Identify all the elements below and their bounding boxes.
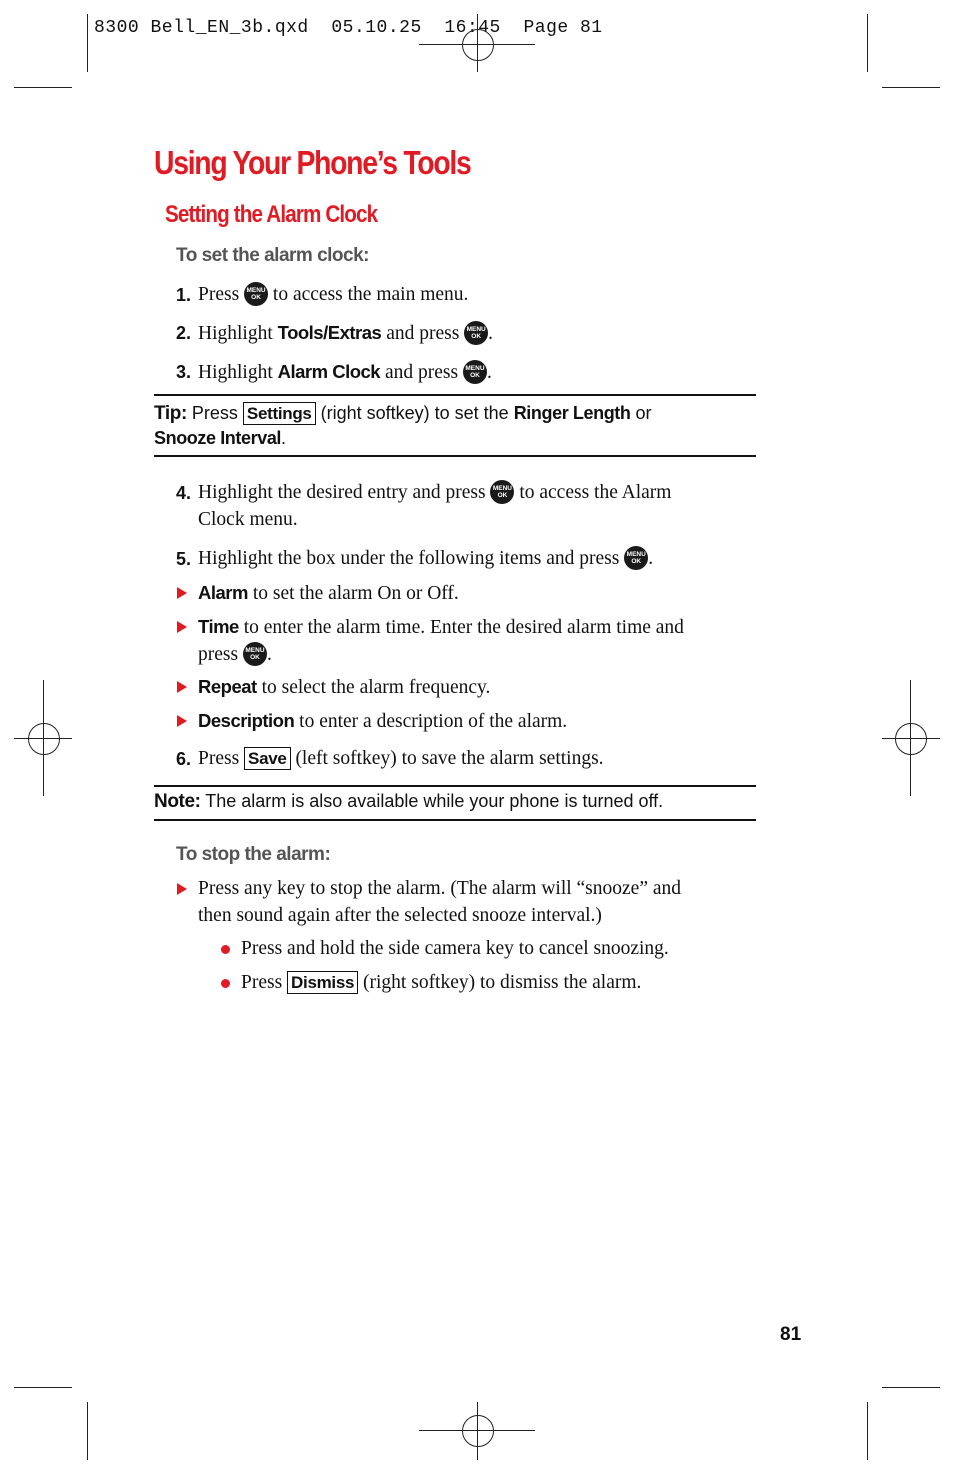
menu-ok-icon: MENU OK xyxy=(490,480,514,504)
note-top-rule xyxy=(154,785,756,787)
set-alarm-heading: To set the alarm clock: xyxy=(176,245,369,266)
bullet-arrow-icon xyxy=(177,621,187,633)
bullet-description: Description to enter a description of the alarm. xyxy=(198,710,568,732)
step-4: Highlight the desired entry and press MENU OK to access the Alarm Clock menu. xyxy=(198,479,671,533)
bullet-time: Time to enter the alarm time. Enter the desired alarm time and press MENU OK . xyxy=(198,616,684,665)
step-3: Highlight Alarm Clock and press MENU OK . xyxy=(198,361,492,383)
bullet-repeat: Repeat to select the alarm frequency. xyxy=(198,676,491,698)
bullet-arrow-icon xyxy=(177,681,187,693)
step-number: 4. xyxy=(176,483,192,503)
step-number: 2. xyxy=(176,323,192,343)
settings-softkey-label: Settings xyxy=(243,402,316,425)
step-number: 3. xyxy=(176,362,192,382)
menu-ok-icon: MENU OK xyxy=(464,321,488,345)
bullet-alarm: Alarm to set the alarm On or Off. xyxy=(198,582,459,604)
step-1: Press MENU OK to access the main menu. xyxy=(198,281,468,308)
menu-ok-icon: MENU OK xyxy=(243,642,267,666)
stop-bullet: Press any key to stop the alarm. (The alarm will “snooze” and then sound again after the selected snooze interval.) xyxy=(198,878,682,926)
menu-ok-icon: MENU OK xyxy=(244,282,268,306)
step-number: 5. xyxy=(176,549,192,569)
note-bottom-rule xyxy=(154,819,756,821)
bullet-arrow-icon xyxy=(177,715,187,727)
step-number: 6. xyxy=(176,749,192,769)
printer-slug: 8300 Bell_EN_3b.qxd 05.10.25 16:45 Page 81 xyxy=(94,18,603,38)
step-2: Highlight Tools/Extras and press MENU OK . xyxy=(198,322,494,344)
stop-sub-bullet-dismiss: Press Dismiss (right softkey) to dismiss the alarm. xyxy=(241,972,642,993)
step-number: 1. xyxy=(176,285,192,305)
stop-alarm-heading: To stop the alarm: xyxy=(176,844,331,865)
tip-bottom-rule xyxy=(154,455,756,457)
section-heading: Setting the Alarm Clock xyxy=(165,201,378,228)
menu-ok-icon: MENU OK xyxy=(624,546,648,570)
step-6: Press Save (left softkey) to save the alarm settings. xyxy=(198,748,604,769)
dismiss-softkey-label: Dismiss xyxy=(287,971,358,994)
page-title: Using Your Phone’s Tools xyxy=(154,144,471,181)
step-5: Highlight the box under the following items and press MENU OK . xyxy=(198,545,653,572)
bullet-arrow-icon xyxy=(177,587,187,599)
bullet-arrow-icon xyxy=(177,883,187,895)
bullet-dot-icon xyxy=(221,979,230,988)
menu-ok-icon: MENU OK xyxy=(463,360,487,384)
tip-top-rule xyxy=(154,394,756,396)
bullet-dot-icon xyxy=(221,945,230,954)
save-softkey-label: Save xyxy=(244,747,291,770)
page-number: 81 xyxy=(780,1324,802,1345)
tip-box: Tip: Press Settings (right softkey) to set the Ringer Length or Snooze Interval. xyxy=(154,403,652,448)
stop-sub-bullet-snooze: Press and hold the side camera key to cancel snoozing. xyxy=(241,938,669,959)
note-box: Note: The alarm is also available while your phone is turned off. xyxy=(154,791,664,812)
